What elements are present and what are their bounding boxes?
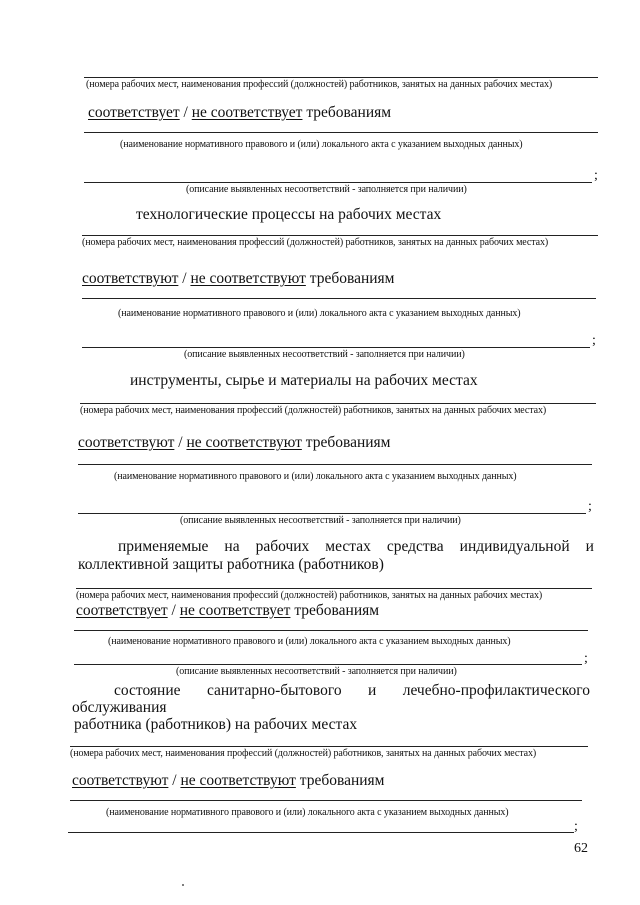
page-number: 62: [574, 841, 588, 856]
heading-word: санитарно-бытового: [206, 682, 342, 699]
hint-description: (описание выявленных несоответствий - заполняется при наличии): [184, 349, 465, 360]
underline-places: [76, 588, 592, 589]
heading-word: местах: [325, 538, 371, 555]
underline-norm: [78, 464, 592, 465]
hint-normative-act: (наименование нормативного правового и (или) локального акта с указанием выходных данных): [118, 308, 521, 319]
option-not-corresponds[interactable]: не соответствует: [191, 104, 303, 121]
underline-desc: [78, 513, 586, 514]
underline-desc: [68, 832, 574, 833]
option-corresponds[interactable]: соответствует: [76, 602, 168, 619]
underline-norm: [84, 132, 598, 133]
heading-ppe-line1: [118, 538, 594, 556]
heading-tech-processes: технологические процессы на рабочих местах: [136, 206, 442, 223]
underline-norm: [82, 298, 596, 299]
semicolon: ;: [592, 333, 596, 348]
heading-ppe-line2: коллективной защиты работника (работников): [78, 556, 384, 573]
hint-description: (описание выявленных несоответствий - заполняется при наличии): [186, 184, 467, 195]
compliance-line: [76, 602, 379, 620]
underline-places: [82, 235, 598, 236]
hint-workplaces: (номера рабочих мест, наименования профессий (должностей) работников, занятых на данных рабочих местах): [70, 748, 537, 759]
heading-word: лечебно-профилактического: [402, 682, 590, 699]
option-corresponds[interactable]: соответствует: [88, 104, 180, 121]
heading-word: состояние: [114, 682, 181, 699]
hint-normative-act: (наименование нормативного правового и (или) локального акта с указанием выходных данных): [106, 807, 509, 818]
semicolon: ;: [584, 651, 588, 666]
heading-tools-materials: инструменты, сырье и материалы на рабочих местах: [130, 372, 478, 389]
option-not-corresponds[interactable]: не соответствуют: [186, 434, 302, 451]
compliance-line: [82, 270, 395, 288]
option-corresponds[interactable]: соответствуют: [82, 270, 179, 287]
heading-sanitary-line3: работника (работников) на рабочих местах: [74, 716, 358, 733]
underline-places: [84, 77, 598, 78]
option-corresponds[interactable]: соответствуют: [78, 434, 175, 451]
requirements-word: требованиям: [295, 772, 385, 789]
hint-description: (описание выявленных несоответствий - заполняется при наличии): [180, 515, 461, 526]
slash: /: [178, 270, 191, 287]
slash: /: [174, 434, 187, 451]
underline-places: [80, 403, 596, 404]
semicolon: ;: [594, 168, 598, 183]
underline-norm: [70, 800, 582, 801]
heading-word: применяемые: [118, 538, 209, 555]
option-not-corresponds[interactable]: не соответствует: [179, 602, 291, 619]
hint-workplaces: (номера рабочих мест, наименования профессий (должностей) работников, занятых на данных рабочих местах): [82, 237, 549, 248]
heading-word: рабочих: [255, 538, 310, 555]
requirements-word: требованиям: [302, 104, 392, 121]
compliance-line: [72, 772, 385, 790]
slash: /: [179, 104, 192, 121]
heading-word: и: [368, 682, 377, 699]
hint-normative-act: (наименование нормативного правового и (или) локального акта с указанием выходных данных): [114, 471, 517, 482]
slash: /: [168, 772, 181, 789]
hint-normative-act: (наименование нормативного правового и (или) локального акта с указанием выходных данных): [120, 139, 523, 150]
heading-word: и: [585, 538, 594, 555]
requirements-word: требованиям: [290, 602, 380, 619]
underline-desc: [82, 347, 590, 348]
heading-word: средства: [386, 538, 444, 555]
requirements-word: требованиям: [301, 434, 391, 451]
heading-sanitary-line1: [114, 682, 590, 700]
hint-workplaces: (номера рабочих мест, наименования профессий (должностей) работников, занятых на данных рабочих местах): [86, 79, 553, 90]
semicolon: ;: [574, 819, 578, 834]
slash: /: [167, 602, 180, 619]
hint-workplaces: (номера рабочих мест, наименования профессий (должностей) работников, занятых на данных рабочих местах): [80, 405, 547, 416]
heading-word: на: [224, 538, 240, 555]
underline-desc: [74, 664, 582, 665]
compliance-line: [88, 104, 391, 122]
underline-places: [70, 746, 588, 747]
underline-desc: [84, 182, 592, 183]
hint-normative-act: (наименование нормативного правового и (или) локального акта с указанием выходных данных): [108, 636, 511, 647]
heading-word: индивидуальной: [459, 538, 570, 555]
scan-speck: [182, 884, 184, 886]
requirements-word: требованиям: [305, 270, 395, 287]
heading-sanitary-line2: обслуживания: [72, 699, 167, 716]
option-not-corresponds[interactable]: не соответствуют: [180, 772, 296, 789]
semicolon: ;: [588, 499, 592, 514]
underline-norm: [74, 630, 588, 631]
option-corresponds[interactable]: соответствуют: [72, 772, 169, 789]
compliance-line: [78, 434, 391, 452]
option-not-corresponds[interactable]: не соответствуют: [190, 270, 306, 287]
hint-workplaces: (номера рабочих мест, наименования профессий (должностей) работников, занятых на данных рабочих местах): [76, 590, 543, 601]
hint-description: (описание выявленных несоответствий - заполняется при наличии): [176, 666, 457, 677]
